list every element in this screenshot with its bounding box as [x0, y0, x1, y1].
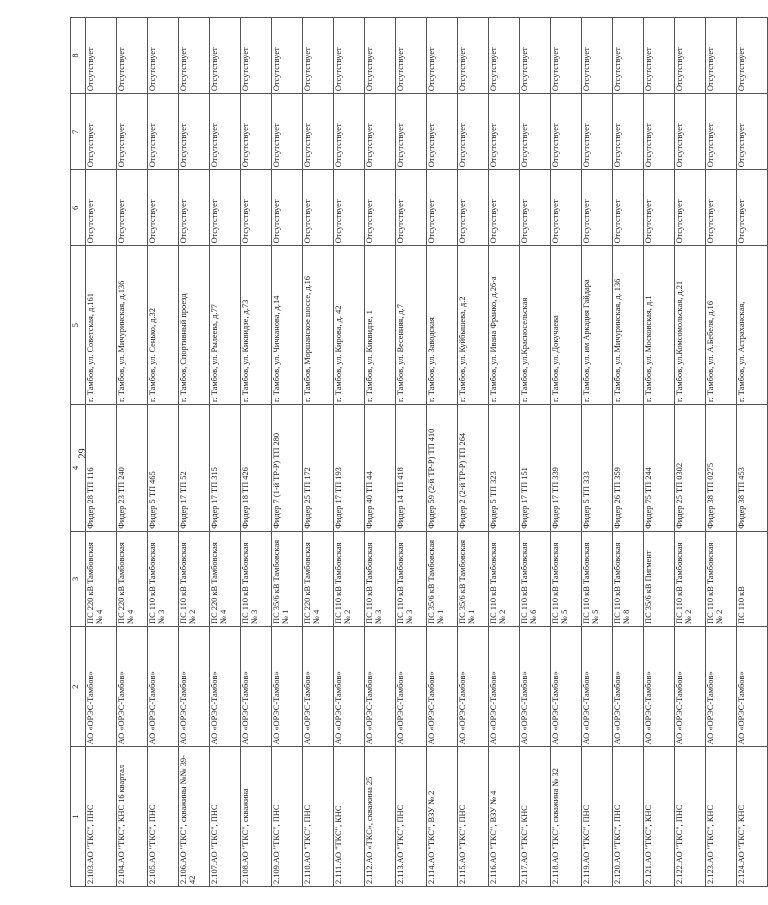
address-cell: г. Тамбов, ул. им Аркадия Гайдара	[582, 246, 613, 405]
feeder-cell: Фидер 17 ТП 52	[179, 404, 210, 531]
table-row	[117, 18, 148, 887]
table-row	[458, 18, 489, 887]
col7-cell: Отсутствует	[489, 94, 520, 170]
feeder-cell: Фидер 5 ТП 333	[582, 404, 613, 531]
col6-cell: Отсутствует	[272, 170, 303, 246]
feeder-cell: Фидер 25 ТП 172	[303, 404, 334, 531]
col7-cell: Отсутствует	[365, 94, 396, 170]
col8-cell: Отсутствует	[427, 18, 458, 94]
address-cell: г. Тамбов, ул. Рылеева, д.77	[210, 246, 241, 405]
feeder-cell: Фидер 17 ТП 339	[551, 404, 582, 531]
address-cell: г. Тамбов, ул. Куйбышева, д.2	[458, 246, 489, 405]
address-cell: г. Тамбов, Спортивный проезд	[179, 246, 210, 405]
substation-cell: ПС 220 кВ Тамбовская № 4	[303, 531, 334, 626]
object-name-cell: 2.106.АО "ТКС", скважины №№ 39-42	[179, 747, 210, 887]
grid-org-cell: АО «ОРЭС-Тамбов»	[675, 626, 706, 747]
feeder-cell: Фидер 2 (2-й ТР-Р) ТП 264	[458, 404, 489, 531]
table-row	[613, 18, 644, 887]
feeder-cell: Фидер 5 ТП 323	[489, 404, 520, 531]
address-cell: г. Тамбов, ул. Весенняя, д.7	[396, 246, 427, 405]
grid-org-cell: АО «ОРЭС-Тамбов»	[303, 626, 334, 747]
object-name-cell: 2.108.АО "ТКС", скважина	[241, 747, 272, 887]
table-row	[210, 18, 241, 887]
col7-cell: Отсутствует	[706, 94, 737, 170]
substation-cell: ПС 110 кВ Тамбовская № 2	[489, 531, 520, 626]
substation-cell: ПС 220 кВ Тамбовская № 4	[210, 531, 241, 626]
substation-cell: ПС 110 кВ Тамбовская № 8	[613, 531, 644, 626]
feeder-cell: Фидер 38 ТП 453	[737, 404, 768, 531]
column-header: 7	[71, 94, 86, 170]
col7-cell: Отсутствует	[303, 94, 334, 170]
table-row	[644, 18, 675, 887]
grid-org-cell: АО «ОРЭС-Тамбов»	[365, 626, 396, 747]
object-name-cell: 2.110.АО "ТКС", ПНС	[303, 747, 334, 887]
feeder-cell: Фидер 25 ТП 0302	[675, 404, 706, 531]
grid-org-cell: АО «ОРЭС-Тамбов»	[86, 626, 117, 747]
table-row	[396, 18, 427, 887]
address-cell: г. Тамбов, Моршанское шоссе, д.16	[303, 246, 334, 405]
substation-cell: ПС 35/6 кВ Тамбовская № 1	[427, 531, 458, 626]
table-row	[272, 18, 303, 887]
col8-cell: Отсутствует	[117, 18, 148, 94]
column-header: 5	[71, 246, 86, 405]
col6-cell: Отсутствует	[551, 170, 582, 246]
grid-org-cell: АО «ОРЭС-Тамбов»	[613, 626, 644, 747]
feeder-cell: Фидер 14 ТП 418	[396, 404, 427, 531]
grid-org-cell: АО «ОРЭС-Тамбов»	[148, 626, 179, 747]
grid-org-cell: АО «ОРЭС-Тамбов»	[179, 626, 210, 747]
col7-cell: Отсутствует	[117, 94, 148, 170]
col6-cell: Отсутствует	[86, 170, 117, 246]
object-name-cell: 2.122.АО "ТКС", ПНС	[675, 747, 706, 887]
grid-org-cell: АО «ОРЭС-Тамбов»	[458, 626, 489, 747]
col6-cell: Отсутствует	[644, 170, 675, 246]
col6-cell: Отсутствует	[427, 170, 458, 246]
col7-cell: Отсутствует	[272, 94, 303, 170]
col6-cell: Отсутствует	[210, 170, 241, 246]
col6-cell: Отсутствует	[365, 170, 396, 246]
object-name-cell: 2.112.АО «ТКС», скважина 25	[365, 747, 396, 887]
col7-cell: Отсутствует	[148, 94, 179, 170]
table-row	[520, 18, 551, 887]
substation-cell: ПС 110 кВ Тамбовская № 2	[334, 531, 365, 626]
col7-cell: Отсутствует	[613, 94, 644, 170]
substation-cell: ПС 110 кВ Тамбовская № 2	[179, 531, 210, 626]
col8-cell: Отсутствует	[582, 18, 613, 94]
page-number: 29	[77, 448, 89, 459]
object-name-cell: 2.115.АО "ТКС", ПНС	[458, 747, 489, 887]
feeder-cell: Фидер 38 ТП 0275	[706, 404, 737, 531]
grid-org-cell: АО «ОРЭС-Тамбов»	[644, 626, 675, 747]
substation-cell: ПС 110 кВ Тамбовская № 2	[675, 531, 706, 626]
col8-cell: Отсутствует	[520, 18, 551, 94]
column-header: 1	[71, 747, 86, 887]
grid-org-cell: АО «ОРЭС-Тамбов»	[427, 626, 458, 747]
table-row	[179, 18, 210, 887]
table-row	[427, 18, 458, 887]
object-name-cell: 2.105.АО "ТКС", ПНС	[148, 747, 179, 887]
feeder-cell: Фидер 23 ТП 240	[117, 404, 148, 531]
substation-cell: ПС 110 кВ Тамбовская № 6	[520, 531, 551, 626]
address-cell: г. Тамбов, ул. Докучаева	[551, 246, 582, 405]
object-name-cell: 2.104.АО "ТКС", КНС 16 квартал	[117, 747, 148, 887]
object-name-cell: 2.114.АО "ТКС", ВЗУ № 2	[427, 747, 458, 887]
address-cell: г. Тамбов, ул. Кирова, д. 42	[334, 246, 365, 405]
feeder-cell: Фидер 17 ТП 193	[334, 404, 365, 531]
col8-cell: Отсутствует	[675, 18, 706, 94]
address-cell: г. Тамбов, ул. Чичканова, д.14	[272, 246, 303, 405]
rotated-table-container	[70, 17, 746, 887]
column-header: 2	[71, 626, 86, 747]
object-name-cell: 2.121.АО "ТКС", КНС	[644, 747, 675, 887]
address-cell: г. Тамбов, ул. Советская, д.161	[86, 246, 117, 405]
col6-cell: Отсутствует	[458, 170, 489, 246]
substation-cell: ПС 220 кВ Тамбовская № 4	[86, 531, 117, 626]
col8-cell: Отсутствует	[489, 18, 520, 94]
col7-cell: Отсутствует	[241, 94, 272, 170]
col7-cell: Отсутствует	[551, 94, 582, 170]
substation-cell: ПС 35/6 кВ Тамбовская № 1	[458, 531, 489, 626]
col8-cell: Отсутствует	[241, 18, 272, 94]
col6-cell: Отсутствует	[179, 170, 210, 246]
feeder-cell: Фидер 26 ТП 359	[613, 404, 644, 531]
grid-org-cell: АО «ОРЭС-Тамбов»	[117, 626, 148, 747]
substation-cell: ПС 220 кВ Тамбовская № 4	[117, 531, 148, 626]
col8-cell: Отсутствует	[179, 18, 210, 94]
col6-cell: Отсутствует	[241, 170, 272, 246]
substation-cell: ПС 110 кВ Тамбовская № 3	[148, 531, 179, 626]
address-cell: г. Тамбов, ул. Астраханская,	[737, 246, 768, 405]
address-cell: г. Тамбов, ул. Киквидзе, д.73	[241, 246, 272, 405]
grid-org-cell: АО «ОРЭС-Тамбов»	[241, 626, 272, 747]
col6-cell: Отсутствует	[489, 170, 520, 246]
col7-cell: Отсутствует	[737, 94, 768, 170]
address-cell: г. Тамбов, ул. Сенько, д.32	[148, 246, 179, 405]
col8-cell: Отсутствует	[334, 18, 365, 94]
col7-cell: Отсутствует	[520, 94, 551, 170]
col8-cell: Отсутствует	[551, 18, 582, 94]
address-cell: г. Тамбов, ул. Московская, д.1	[644, 246, 675, 405]
column-header: 8	[71, 18, 86, 94]
substation-cell: ПС 110 кВ Тамбовская № 2	[706, 531, 737, 626]
col6-cell: Отсутствует	[148, 170, 179, 246]
col6-cell: Отсутствует	[334, 170, 365, 246]
substation-cell: ПС 110 кВ Тамбовская № 3	[241, 531, 272, 626]
col7-cell: Отсутствует	[458, 94, 489, 170]
table-row	[706, 18, 737, 887]
col8-cell: Отсутствует	[613, 18, 644, 94]
substation-cell: ПС 110 кВ Тамбовская № 5	[582, 531, 613, 626]
grid-org-cell: АО «ОРЭС-Тамбов»	[272, 626, 303, 747]
col8-cell: Отсутствует	[148, 18, 179, 94]
col8-cell: Отсутствует	[303, 18, 334, 94]
table-row	[334, 18, 365, 887]
feeder-cell: Фидер 40 ТП 44	[365, 404, 396, 531]
address-cell: г. Тамбов, ул. Киквидзе, 1	[365, 246, 396, 405]
table-row	[489, 18, 520, 887]
object-name-cell: 2.116.АО "ТКС", ВЗУ № 4	[489, 747, 520, 887]
col8-cell: Отсутствует	[210, 18, 241, 94]
col7-cell: Отсутствует	[86, 94, 117, 170]
address-cell: г. Тамбов, ул.Комсомольская, д.21	[675, 246, 706, 405]
substation-cell: ПС 110 кВ Тамбовская № 3	[396, 531, 427, 626]
grid-org-cell: АО «ОРЭС-Тамбов»	[551, 626, 582, 747]
object-name-cell: 2.118.АО "ТКС", скважина № 32	[551, 747, 582, 887]
col7-cell: Отсутствует	[582, 94, 613, 170]
col7-cell: Отсутствует	[334, 94, 365, 170]
grid-org-cell: АО «ОРЭС-Тамбов»	[334, 626, 365, 747]
col7-cell: Отсутствует	[644, 94, 675, 170]
col6-cell: Отсутствует	[582, 170, 613, 246]
col8-cell: Отсутствует	[86, 18, 117, 94]
feeder-cell: Фидер 28 ТП 116	[86, 404, 117, 531]
grid-org-cell: АО «ОРЭС-Тамбов»	[210, 626, 241, 747]
col6-cell: Отсутствует	[117, 170, 148, 246]
feeder-cell: Фидер 7 (1-й ТР-Р) ТП 280	[272, 404, 303, 531]
grid-org-cell: АО «ОРЭС-Тамбов»	[582, 626, 613, 747]
col6-cell: Отсутствует	[706, 170, 737, 246]
col8-cell: Отсутствует	[737, 18, 768, 94]
feeder-cell: Фидер 18 ТП 426	[241, 404, 272, 531]
col6-cell: Отсутствует	[613, 170, 644, 246]
table-row	[303, 18, 334, 887]
col8-cell: Отсутствует	[272, 18, 303, 94]
substation-cell: ПС 110 кВ Тамбовская № 3	[365, 531, 396, 626]
table-row	[148, 18, 179, 887]
col8-cell: Отсутствует	[706, 18, 737, 94]
col7-cell: Отсутствует	[179, 94, 210, 170]
feeder-cell: Фидер 5 ТП 465	[148, 404, 179, 531]
col7-cell: Отсутствует	[675, 94, 706, 170]
data-table	[70, 17, 768, 887]
object-name-cell: 2.120.АО "ТКС", ПНС	[613, 747, 644, 887]
col6-cell: Отсутствует	[737, 170, 768, 246]
feeder-cell: Фидер 17 ТП 315	[210, 404, 241, 531]
grid-org-cell: АО «ОРЭС-Тамбов»	[706, 626, 737, 747]
object-name-cell: 2.113.АО "ТКС", ПНС	[396, 747, 427, 887]
col7-cell: Отсутствует	[396, 94, 427, 170]
col6-cell: Отсутствует	[520, 170, 551, 246]
table-row	[675, 18, 706, 887]
object-name-cell: 2.109.АО "ТКС", ПНС	[272, 747, 303, 887]
object-name-cell: 2.111.АО "ТКС", КНС	[334, 747, 365, 887]
table-row	[582, 18, 613, 887]
grid-org-cell: АО «ОРЭС-Тамбов»	[737, 626, 768, 747]
address-cell: г. Тамбов, ул. Мичуринская, д. 136	[613, 246, 644, 405]
col7-cell: Отсутствует	[427, 94, 458, 170]
object-name-cell: 2.117.АО "ТКС", КНС	[520, 747, 551, 887]
table-row	[551, 18, 582, 887]
table-row	[737, 18, 768, 887]
col6-cell: Отсутствует	[396, 170, 427, 246]
substation-cell: ПС 35/6 кВ Пигмент	[644, 531, 675, 626]
feeder-cell: Фидер 75 ТП 244	[644, 404, 675, 531]
feeder-cell: Фидер 17 ТП 151	[520, 404, 551, 531]
feeder-cell: Фидер 59 (2-й ТР-Р) ТП 410	[427, 404, 458, 531]
object-name-cell: 2.103.АО "ТКС", ПНС	[86, 747, 117, 887]
object-name-cell: 2.119.АО "ТКС", ПНС	[582, 747, 613, 887]
col6-cell: Отсутствует	[303, 170, 334, 246]
address-cell: г. Тамбов, ул. А.Бебеля, д.16	[706, 246, 737, 405]
substation-cell: ПС 110 кВ Тамбовская № 5	[551, 531, 582, 626]
grid-org-cell: АО «ОРЭС-Тамбов»	[489, 626, 520, 747]
table-row	[86, 18, 117, 887]
col6-cell: Отсутствует	[675, 170, 706, 246]
substation-cell: ПС 110 кВ	[737, 531, 768, 626]
column-header: 4	[71, 404, 86, 531]
grid-org-cell: АО «ОРЭС-Тамбов»	[520, 626, 551, 747]
address-cell: г. Тамбов, ул.Красносельская	[520, 246, 551, 405]
address-cell: г. Тамбов, ул. Заводская	[427, 246, 458, 405]
table-body	[86, 18, 768, 887]
column-header: 3	[71, 531, 86, 626]
col8-cell: Отсутствует	[458, 18, 489, 94]
col7-cell: Отсутствует	[210, 94, 241, 170]
table-row	[365, 18, 396, 887]
address-cell: г. Тамбов, ул. Мичуринская, д.136	[117, 246, 148, 405]
column-header: 6	[71, 170, 86, 246]
object-name-cell: 2.123.АО "ТКС", КНС	[706, 747, 737, 887]
col8-cell: Отсутствует	[365, 18, 396, 94]
object-name-cell: 2.124.АО "ТКС", КНС	[737, 747, 768, 887]
table-header-row	[71, 18, 86, 887]
col8-cell: Отсутствует	[644, 18, 675, 94]
col8-cell: Отсутствует	[396, 18, 427, 94]
object-name-cell: 2.107.АО "ТКС", ПНС	[210, 747, 241, 887]
address-cell: г. Тамбов, ул. Ивана Франко, д.26-а	[489, 246, 520, 405]
substation-cell: ПС 35/6 кВ Тамбовская № 1	[272, 531, 303, 626]
grid-org-cell: АО «ОРЭС-Тамбов»	[396, 626, 427, 747]
table-row	[241, 18, 272, 887]
